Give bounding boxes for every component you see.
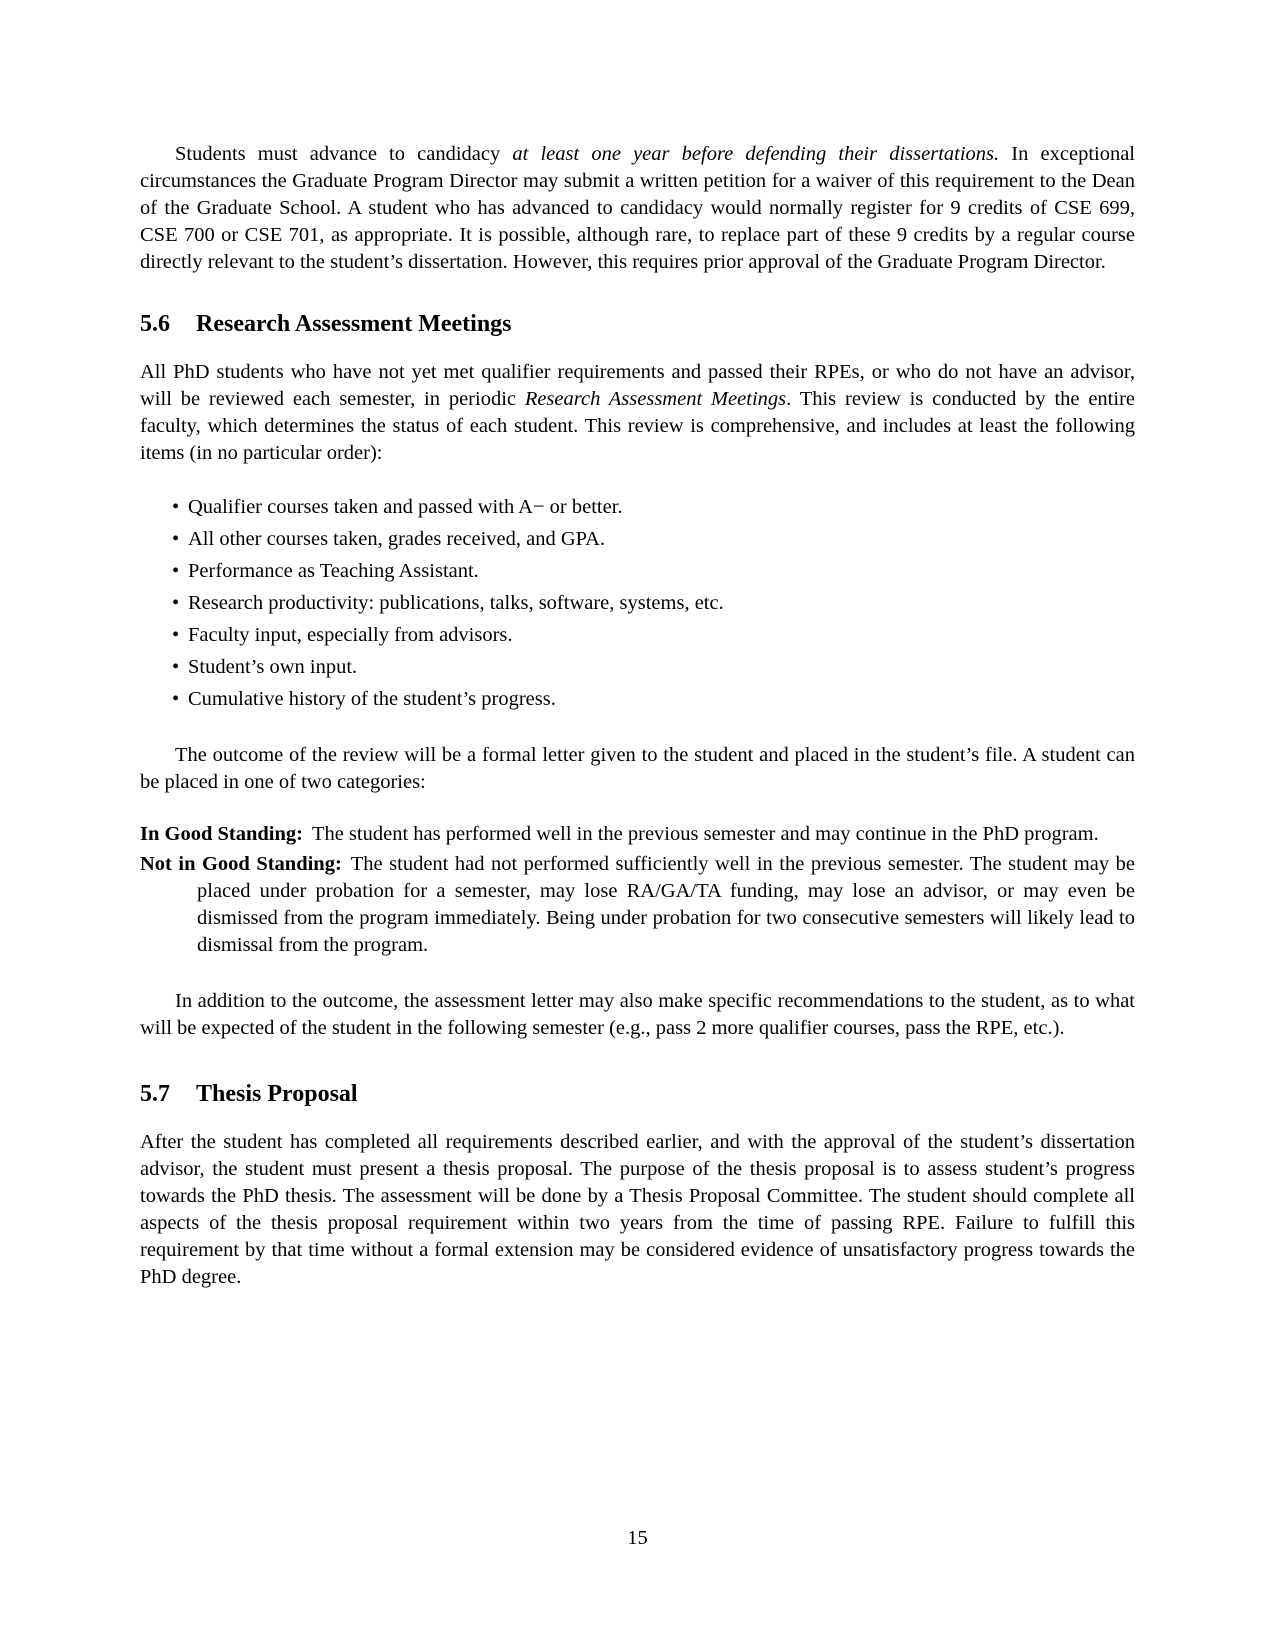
section-heading-5-7 bbox=[140, 1080, 1135, 1109]
standing-item-not-good bbox=[140, 851, 1135, 959]
list-item: • All other courses taken, grades received, and GPA. bbox=[172, 526, 1135, 553]
review-items-list bbox=[140, 494, 1135, 713]
section-heading-5-6 bbox=[140, 310, 1135, 339]
standing-text-good: The student has performed well in the previous semester and may continue in the PhD program. bbox=[311, 823, 1099, 845]
list-item: • Student’s own input. bbox=[172, 654, 1135, 681]
paragraph-candidacy-run-2: In exceptional circumstances the Graduate Program Director may submit a written petition for a waiver of this requirement to the Dean of the Graduate School. A student who has advanced to candidacy would normally register for 9 credits of CSE 699, CSE 700 or CSE 701, as appropriate. It is possible, although rare, to replace part of these 9 credits by a regular course directly relevant to the student’s dissertation. However, this requires prior approval of the Graduate Program Director. bbox=[140, 143, 1135, 273]
paragraph-candidacy bbox=[140, 141, 1135, 276]
paragraph-assessment-italic-run: Research Assessment Meetings bbox=[524, 388, 787, 410]
list-item: • Research productivity: publications, talks, software, systems, etc. bbox=[172, 590, 1135, 617]
paragraph-candidacy-run-1: Students must advance to candidacy bbox=[175, 143, 513, 165]
standing-label-not-good: Not in Good Standing: bbox=[140, 853, 342, 875]
paragraph-recommendations: In addition to the outcome, the assessment letter may also make specific recommendations to the student, as to what will be expected of the student in the following semester (e.g., pass 2 more qualifier courses, pass the RPE, etc.). bbox=[140, 990, 1135, 1039]
standing-text-not-good: The student had not performed sufficiently well in the previous semester. The student may be placed under probation for a semester, may lose RA/GA/TA funding, may lose an advisor, or may even be dismissed from the program immediately. Being under probation for two consecutive semesters will likely lead to dismissal from the program. bbox=[197, 853, 1135, 956]
section-title-5-7: Thesis Proposal bbox=[196, 1081, 358, 1107]
standing-label-good: In Good Standing: bbox=[140, 823, 303, 845]
paragraph-assessment-intro bbox=[140, 359, 1135, 467]
standing-item-good bbox=[140, 821, 1135, 848]
paragraph-thesis-proposal: After the student has completed all requirements described earlier, and with the approval of the student’s dissertation advisor, the student must present a thesis proposal. The purpose of the thesis proposal is to assess student’s progress towards the PhD thesis. The assessment will be done by a Thesis Proposal Committee. The student should complete all aspects of the thesis proposal requirement within two years from the time of passing RPE. Failure to fulfill this requirement by that time without a formal extension may be considered evidence of unsatisfactory progress towards the PhD degree. bbox=[140, 1131, 1135, 1288]
list-item: • Cumulative history of the student’s progress. bbox=[172, 686, 1135, 713]
paragraph-assessment-run-2: . This review is conducted by the entire faculty, which determines the status of each student. This review is comprehensive, and includes at least the following items (in no particular order): bbox=[140, 388, 1136, 464]
section-title-5-6: Research Assessment Meetings bbox=[196, 311, 512, 337]
page-body bbox=[140, 141, 1135, 1291]
list-item: • Performance as Teaching Assistant. bbox=[172, 558, 1135, 585]
page-number: 15 bbox=[627, 1527, 648, 1549]
paragraph-assessment-run-1: All PhD students who have not yet met qualifier requirements and passed their RPEs, or who do not have an advisor, will be reviewed each semester, in periodic bbox=[140, 361, 1135, 410]
section-number-5-6: 5.6 bbox=[140, 311, 170, 337]
section-number-5-7: 5.7 bbox=[140, 1081, 170, 1107]
standing-categories-list bbox=[140, 821, 1135, 959]
list-item: • Faculty input, especially from advisors. bbox=[172, 622, 1135, 649]
paragraph-candidacy-italic-run: at least one year before defending their dissertations. bbox=[512, 143, 1000, 165]
list-item: • Qualifier courses taken and passed with A− or better. bbox=[172, 494, 1135, 521]
paragraph-outcome: The outcome of the review will be a formal letter given to the student and placed in the student’s file. A student can be placed in one of two categories: bbox=[140, 744, 1135, 793]
